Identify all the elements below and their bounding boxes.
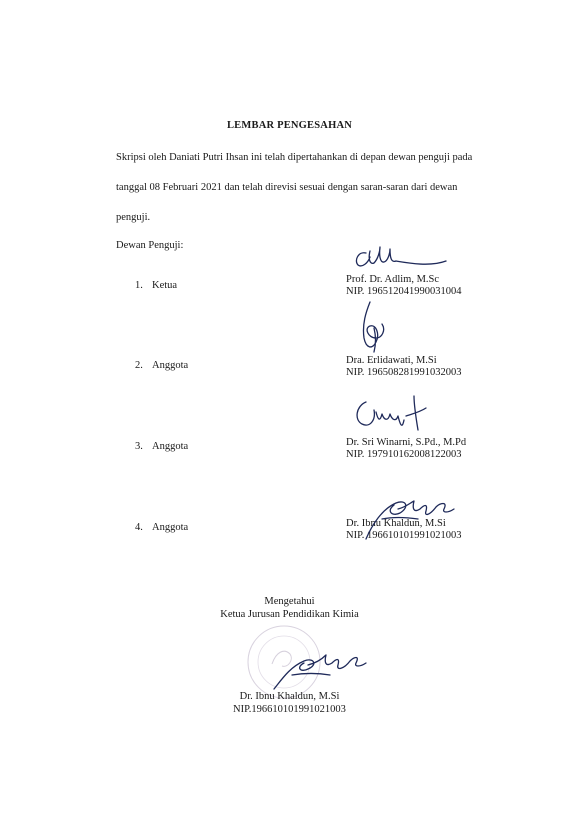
member-role-label: Anggota [152,441,189,452]
member-2-role [135,360,188,371]
member-nip: NIP. 196508281991032003 [346,367,462,378]
member-1-role [135,280,177,291]
member-role-label: Ketua [152,280,178,291]
member-1-signature-block [346,274,462,298]
member-number: 1. [135,280,143,291]
member-3-signature-block [346,437,466,461]
approval-signature [268,645,388,693]
page-title: LEMBAR PENGESAHAN [226,120,353,131]
member-name: Dr. Ibnu Khaldun, M.Si [346,518,446,529]
signature-4 [362,495,472,545]
member-3-role [135,441,188,452]
member-number: 2. [135,360,143,371]
member-number: 4. [135,522,143,533]
signature-2 [352,298,402,356]
approval-nip: NIP.196610101991021003 [233,704,346,715]
paragraph-line-2: tanggal 08 Februari 2021 dan telah direvisi sesuai dengan saran-saran dari dewan [116,182,458,193]
approval-knowing: Mengetahui [264,596,315,607]
member-4-role [135,522,188,533]
member-2-signature-block [346,355,462,379]
member-name: Dra. Erlidawati, M.Si [346,355,437,366]
approval-position: Ketua Jurusan Pendidikan Kimia [220,609,359,620]
member-role-label: Anggota [152,360,189,371]
paragraph-line-1: Skripsi oleh Daniati Putri Ihsan ini telah dipertahankan di depan dewan penguji pada [116,152,473,163]
member-nip: NIP. 196512041990031004 [346,286,462,297]
approval-name: Dr. Ibnu Khaldun, M.Si [239,691,340,702]
member-number: 3. [135,441,143,452]
member-nip: NIP. 196610101991021003 [346,530,462,541]
signature-3 [350,390,440,434]
signature-1 [350,243,470,275]
member-nip: NIP. 197910162008122003 [346,449,462,460]
paragraph-line-3: penguji. [116,212,151,223]
member-role-label: Anggota [152,522,189,533]
member-name: Dr. Sri Winarni, S.Pd., M.Pd [346,437,467,448]
examiners-label: Dewan Penguji: [116,240,184,251]
member-name: Prof. Dr. Adlim, M.Sc [346,274,440,285]
